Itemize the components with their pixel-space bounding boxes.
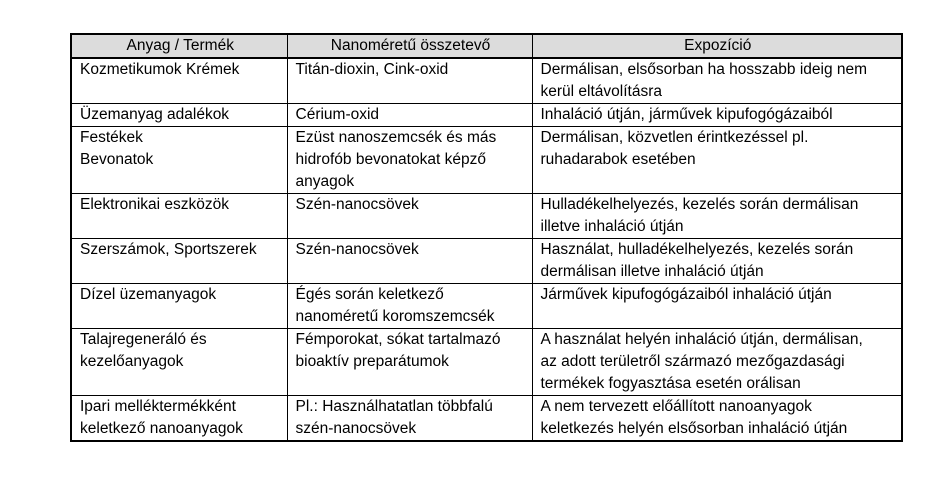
cell-text-line: keletkezés helyén elsősorban inhaláció útján [540, 420, 848, 437]
cell-text-line: termékek fogyasztása esetén orálisan [540, 375, 801, 392]
cell-exposure [532, 58, 902, 104]
cell-text-line: A nem tervezett előállított nanoanyagok [540, 398, 812, 415]
cell-exposure [532, 127, 902, 194]
cell-text-line: az adott területről származó mezőgazdasági [540, 353, 845, 370]
cell-text-line: Festékek [80, 129, 143, 146]
table-row [71, 329, 902, 396]
cell-text-line: Titán-dioxin, Cink-oxid [295, 61, 449, 78]
cell-text-line: Járművek kipufogógázaiból inhaláció útján [540, 286, 832, 303]
cell-text-line: hidrofób bevonatokat képző [295, 151, 486, 168]
table-row [71, 127, 902, 194]
cell-text-line: Dízel üzemanyagok [80, 286, 217, 303]
cell-exposure [532, 396, 902, 442]
cell-text-line: anyagok [295, 173, 355, 190]
cell-text-line: Dermálisan, közvetlen érintkezéssel pl. [540, 129, 809, 146]
cell-product [71, 58, 287, 104]
header-component: Nanoméretű összetevő [287, 34, 532, 58]
cell-component [287, 284, 532, 329]
header-product: Anyag / Termék [71, 34, 287, 58]
cell-product [71, 329, 287, 396]
cell-text-line: Szerszámok, Sportszerek [80, 241, 257, 258]
cell-text-line: dermálisan illetve inhaláció útján [540, 263, 764, 280]
table-row [71, 104, 902, 127]
cell-text-line: ruhadarabok esetében [540, 151, 696, 168]
cell-text-line: Égés során keletkező [295, 286, 444, 303]
cell-text-line: Fémporokat, sókat tartalmazó [295, 331, 501, 348]
header-row [71, 34, 902, 58]
cell-text-line: Ezüst nanoszemcsék és más [295, 129, 497, 146]
cell-product [71, 284, 287, 329]
cell-text-line: szén-nanocsövek [295, 420, 417, 437]
header-exposure: Expozíció [532, 34, 902, 58]
table-body [71, 58, 902, 441]
cell-text-line: Hulladékelhelyezés, kezelés során dermálisan [540, 196, 859, 213]
cell-product [71, 104, 287, 127]
cell-text-line: Dermálisan, elsősorban ha hosszabb ideig nem [540, 61, 868, 78]
cell-text-line: A használat helyén inhaláció útján, dermálisan, [540, 331, 863, 348]
cell-text-line: bioaktív preparátumok [295, 353, 449, 370]
cell-text-line: Pl.: Használhatatlan többfalú [295, 398, 493, 415]
cell-text-line: Bevonatok [80, 151, 154, 168]
cell-product [71, 396, 287, 442]
cell-text-line: kezelőanyagok [80, 353, 184, 370]
cell-exposure [532, 284, 902, 329]
cell-component [287, 239, 532, 284]
cell-text-line: nanoméretű koromszemcsék [295, 308, 495, 325]
cell-text-line: Inhaláció útján, járművek kipufogógázaiból [540, 106, 833, 123]
cell-component [287, 58, 532, 104]
cell-exposure [532, 194, 902, 239]
cell-component [287, 194, 532, 239]
cell-text-line: Elektronikai eszközök [80, 196, 230, 213]
cell-text-line: Használat, hulladékelhelyezés, kezelés során [540, 241, 854, 258]
cell-product [71, 127, 287, 194]
table-header [71, 34, 902, 58]
cell-exposure [532, 239, 902, 284]
table-row [71, 58, 902, 104]
cell-text-line: Kozmetikumok Krémek [80, 61, 240, 78]
cell-component [287, 329, 532, 396]
cell-component [287, 396, 532, 442]
cell-text-line: illetve inhaláció útján [540, 218, 684, 235]
cell-text-line: Cérium-oxid [295, 106, 380, 123]
cell-exposure [532, 104, 902, 127]
cell-text-line: Talajregeneráló és [80, 331, 207, 348]
table-row [71, 284, 902, 329]
cell-text-line: Ipari melléktermékként [80, 398, 236, 415]
cell-product [71, 239, 287, 284]
table-row [71, 396, 902, 442]
table-row [71, 239, 902, 284]
cell-text-line: kerül eltávolításra [540, 83, 662, 100]
cell-text-line: Üzemanyag adalékok [80, 106, 230, 123]
cell-text-line: Szén-nanocsövek [295, 241, 419, 258]
cell-product [71, 194, 287, 239]
cell-text-line: Szén-nanocsövek [295, 196, 419, 213]
cell-component [287, 127, 532, 194]
cell-text-line: keletkező nanoanyagok [80, 420, 243, 437]
nanomaterials-table [70, 33, 903, 442]
cell-component [287, 104, 532, 127]
cell-exposure [532, 329, 902, 396]
table-row [71, 194, 902, 239]
